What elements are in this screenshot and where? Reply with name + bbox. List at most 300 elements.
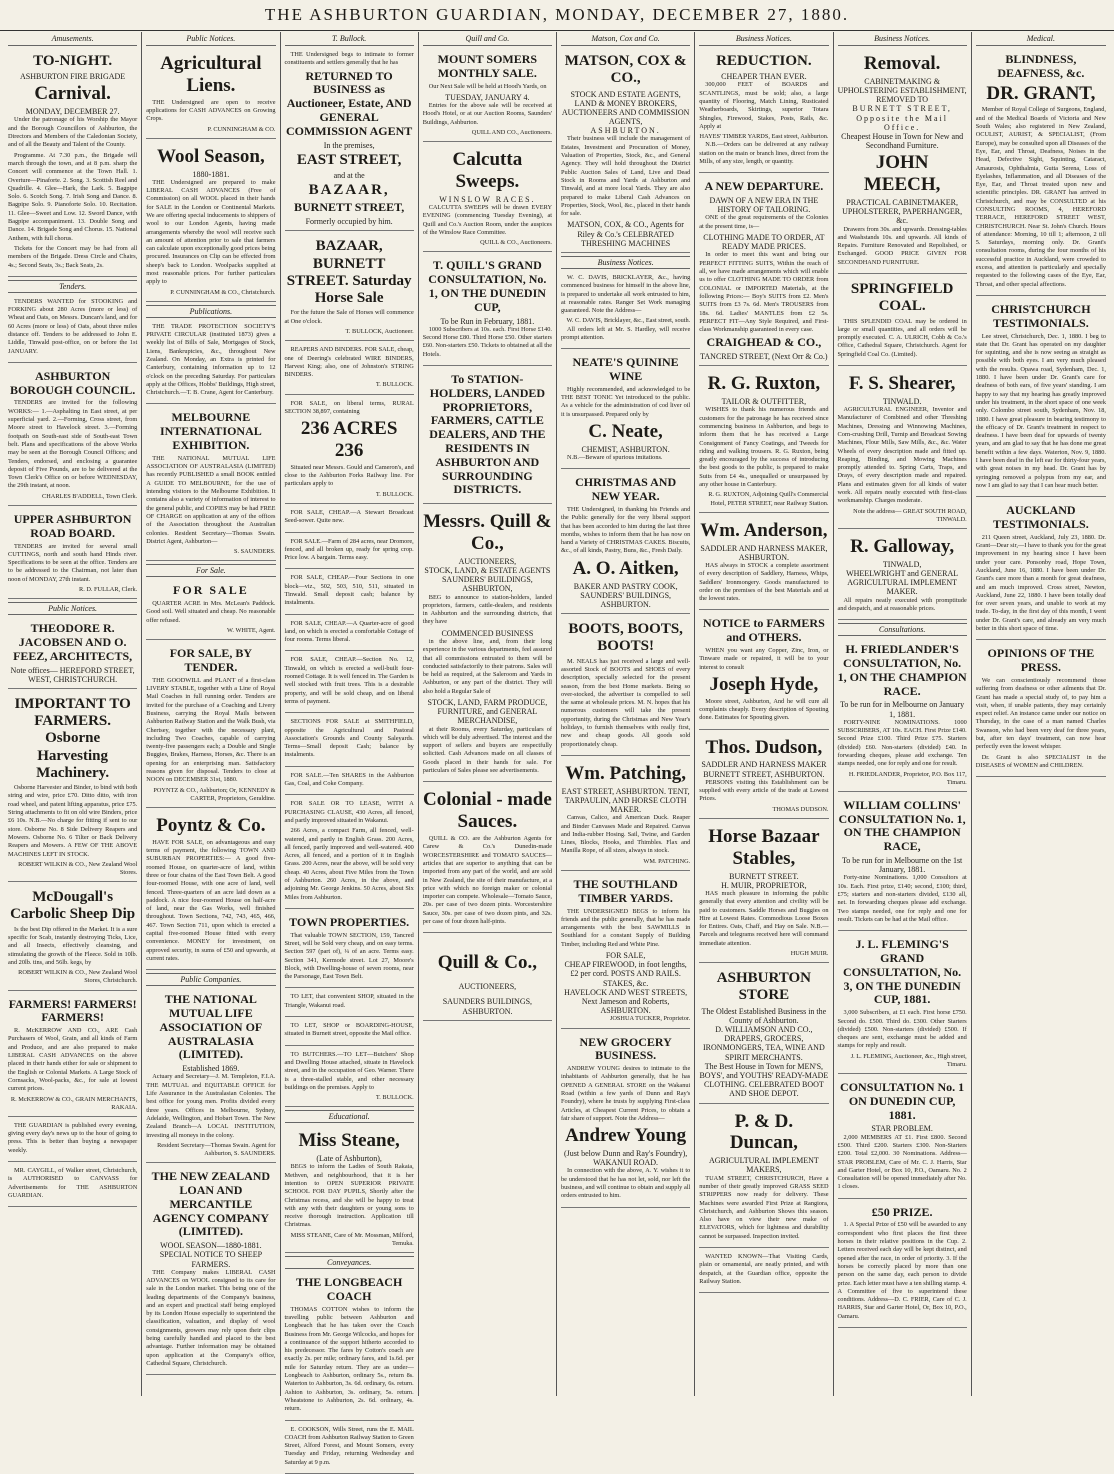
star-problem-ad [838,1077,967,1199]
ad-body: TO BUTCHERS.—TO LET—Butchers' Shop and Dwelling House attached, situate in Havelock street, and in the occupation of Geo. Warner. There is a three-stalled stable, and other necessary buildings on the premises. Apply to [284,1050,414,1091]
ad-body: FOR SALE.—Farm of 284 acres, near Dromore, fenced, and all broken up, ready for spring crop. Price low. A bargain. Terms easy. [284,537,414,562]
ad-heading: 236 ACRES 236 [300,418,398,461]
ad-signature: MATSON, COX, & CO., Agents for Riley & Co.'s CELEBRATED THRESHING MACHINES [567,220,684,248]
ad-heading: THE SOUTHLAND TIMBER YARDS. [573,876,678,905]
ad-signature: QUILL AND CO., Auctioneers. [471,128,552,136]
quill-co-ad [423,936,552,1020]
column-4 [419,32,557,1396]
ad-name: JOHN MEECH, [863,152,941,196]
removal-ad [838,49,967,274]
ad-address: BURNETT STREET, ASHBURTON. [703,769,825,779]
ad-heading: Colonial - made Sauces. [422,789,552,833]
ad-heading: FOR SALE [173,583,249,598]
ad-signature: H. FRIEDLANDER, Proprietor, P.O. Box 117, Timaru. [848,770,967,786]
ad-heading: TOWN PROPERTIES. [289,914,410,929]
ad-signature: J. L. FLEMING, Auctioneer, &c., High street, Timaru. [850,1052,967,1068]
auckland-testimonials [976,500,1106,640]
ad-signature: HUGH MUIR. [790,950,829,958]
ad-address: BURNETT STREET, Opposite the Mail Office. [852,104,952,132]
tailoring-ad [699,176,828,366]
ad-body: THE NATIONAL MUTUAL LIFE ASSOCIATION OF AUSTRALASIA (LIMITED) has recently PUBLISHED a small BOOK entitled A GUIDE TO MELBOURNE, for the use of intending visitors to the Melbourne Exhibition. It contains also a variety of information of interest to the general public, and COPIES may be had FREE OF CHARGE on application at any of the offices of the Association throughout the Australian colonies. Resident Secretary—Thomas Swain. District Agent, Ashburton— [146,454,276,545]
dudson-ad [699,733,828,819]
ad-subtitle: ASHBURTON. [462,1006,513,1016]
ad-heading: Wm. Patching, [565,762,687,784]
ad-body: AGRICULTURAL ENGINEER, Inventor and Manufacturer of Combined and other Threshing Machines, Dressing and Winnowing Machines, Corn-crushing Drill, Turnip and Broadcast Sowing Machines, Flour Mills, Saw Mills, &c., &c. Water Wheels of every description made and fitted up. Reaping, Binding, and Mowing Machines promptly attended to. Spring Carts, Traps, and Drays, of every description made and repaired. Plans and estimates given for all kinds of water work. All repairs neatly executed with first-class workmanship. Charges moderate. [837,406,967,505]
ruxton-ad [699,369,828,512]
ad-subtitle: CABINETMAKING & UPHOLSTERING ESTABLISHMENT, [837,76,967,96]
for-sale-ad [285,654,414,713]
ad-signature: CHARLES B'ADDELL, Town Clerk. [42,492,138,500]
ad-signature: MISS STEANE, Care of Mr. Mossman, Milford, Temuka. [290,1231,414,1247]
grocery-ad [561,1032,690,1208]
column-header: Amusements. [8,32,137,46]
ad-name: A. O. Aitken, [572,557,679,579]
ad-body: FOR SALE OR TO LEASE, WITH A PURCHASING CLAUSE, 430 Acres, all fenced, and partly improved situated in Wakanui. [284,800,414,824]
ad-heading: OPINIONS OF THE PRESS. [987,646,1095,675]
ad-body: MR. CAYGILL, of Walker street, Christchurch, is AUTHORISED to CANVASS for Advertisements for THE ASHBURTON GUARDIAN. [8,1167,138,1199]
miss-steane-ad [285,1126,414,1253]
dr-grant-ad [976,49,1106,296]
ad-body: 211 Queen street, Auckland, July 23, 1880. Dr. Grant—Dear sir,—I have to thank you for the great improvement in my hearing since I have been under your care. Ponsonby road, Hope Town, Auckland, June 16, 1880. I have been under Dr. Grant's care more than a month for great deafness, and am much improved. Cross street, Newton, Auckland, June 22, 1880. I have been totally deaf for over seven years, and unable to work at my trade. To-day, in the first day of this month, I went under Dr. Grant's care, and already am very much better in this short space of time. [975,533,1106,633]
column-header: Quill and Co. [423,32,552,46]
davis-bricklayer-ad [561,272,690,349]
ad-body: in the above line, and, from their long experience in the various departments, feel assured that all commissions entrusted to them will be conducted satisfactorily to their patrons. Sales will be held as required, at the Saleroom and Yards in Ashburton, or any part of the district. They will also hold a Regular Sale of [422,637,552,695]
calcutta-sweeps-ad [423,145,552,252]
ad-heading: BLINDNESS, DEAFNESS, &c. [997,52,1085,80]
melbourne-exhibition-ad [146,407,275,561]
mckerrow-ad [8,994,137,1117]
quill-auctioneers-ad [423,507,552,782]
ad-body: CALCUTTA SWEEPS will be drawn EVERY EVENING (commencing Tuesday Evening), at Quill and Co.'s Auction Room, under the auspices of the Winslow Race Committee. [422,204,552,236]
poyntz-ad [146,811,275,970]
ad-body: All orders left at Mr. S. Hardley, will receive prompt attention. [561,325,691,341]
ad-heading: FOR SALE, BY TENDER. [169,646,253,674]
ad-body: THE Undersigned begs to intimate to former constituents and settlers generally that he has [284,51,414,67]
ad-body: Entries for the above sale will be received at Hood's Hotel, or at our Auction Rooms, Saunders' Buildings, Ashburton. [422,102,552,126]
ad-body: Their business will include the management of Estates, Investment and Procuration of Money, Valuation of Properties, Stock, &c., and General Agency. They will hold throughout the District Public Auction Sales of Land, Live and Dead Stock in Rooms and Yards at Ashburton and Tinwald, and at more local Yards. They are also prepared to make Liberal Cash Advances on Properties, Stock, Wool, &c., placed in their hands for sale. [561,135,691,218]
ad-signature: Note the address— GREAT SOUTH ROAD, TINWALD. [853,507,967,523]
ad-subtitle: COMMENCED BUSINESS [441,628,534,638]
ad-date: MONDAY, DECEMBER 27. [25,107,120,117]
hyde-ad [699,613,828,729]
ad-signature: HAYES' TIMBER YARDS, East street, Ashburton. [699,133,829,141]
ad-subtitle: To be run for in Melbourne on the 1st January, 1881. [841,856,963,875]
ad-signature: T. BULLOCK. [375,1094,414,1102]
column-5 [557,32,695,1396]
ad-signature: R. G. RUXTON, Adjoining Quill's Commercial Hotel, PETER STREET, near Railway Station. [708,491,829,507]
ad-body: THE TRADE PROTECTION SOCIETY'S PRIVATE CIRCULAR (instituted 1873) gives a weekly list of Bills of Sale, Mortgages of Stock, Liens, Bankruptcies, &c., throughout New Zealand. On Monday, an Extra is printed for Canterbury, containing information up to 12 o'clock on the preceding Saturday. For particulars apply at the Offices, Hobbs' Buildings, High street, Christchurch.—T. B. Crane, Agent for Canterbury. [146,322,276,397]
ad-subtitle: WOOL SEASON—1880-1881. [160,1241,262,1251]
collins-consultation-ad [838,795,967,931]
horse-bazaar-ad [699,822,828,963]
ad-body: Forty-nine Nominations. 1,000 Consultors at 10s. Each. First prize, £140; second, £100; third, £75; starters and non-starters divided, £130 all, net. In forwarding cheques please add exchange. Two stamps needed, one for reply and one for result. Tickets can be had at the Mail office. [837,874,967,923]
press-opinions [976,643,1106,777]
ad-subtitle: STAR PROBLEM. [871,1124,933,1134]
timber-yards-ad [561,874,690,1029]
ad-name: D. WILLIAMSON AND CO., DRAPERS, GROCERS, IRONMONGERS, TEA, WINE AND SPIRIT MERCHANTS. [703,1025,825,1062]
ad-body: THE GUARDIAN is published every evening, giving every day's news up to the hour of going to press. This is better than buying a newspaper weekly. [8,1121,138,1154]
national-mutual-ad [146,989,275,1163]
column-7 [834,32,972,1396]
ad-body: FOR SALE, CHEAP.—A Stewart Broadcast Seed-sower. Quite new. [284,508,414,525]
ad-body: ANDREW YOUNG desires to intimate to the inhabitants of Ashburton generally, that he has OPENED A GENERAL STORE on the Wakanui Road (within a few yards of Dunn and Ray's Foundry), where he trusts by supplying First-class Articles, at Cheapest Current Prices, to obtain a fair share of support. Note the Address— [561,1065,691,1122]
ad-subtitle: Established 1869. [182,1064,240,1074]
ad-signature: W. WHITE, Agent. [227,627,276,634]
ad-body: Canvas, Calico, and American Duck. Reaper and Binder Canvases Made and Repaired. Canvas and India-rubber Hosing. Sail, Twine, and Garden Lines, Blocks, Hooks, and Thimbles. Flax and Manilla Rope, of all sizes, always in stock. [561,814,691,855]
section-heading: Educational. [285,1110,414,1123]
ad-subtitle: TINWALD, [882,559,922,569]
ad-name: Wm. Anderson, [700,519,828,541]
ad-heading: AUCKLAND TESTIMONIALS. [993,503,1089,531]
ad-body: SECTIONS FOR SALE at SMITHFIELD, opposite the Agricultural and Pastoral Association's Grounds and County Saleyards. Terms—Small deposit Cash; balance by instalments. [284,718,414,759]
ad-heading: FARMERS! FARMERS! FARMERS! [8,996,137,1025]
station-holders-ad [423,369,552,504]
lease-ad [285,798,414,909]
ad-subtitle: STOCK AND ESTATE AGENTS, LAND & MONEY BROKERS, AUCTIONEERS AND COMMISSION AGENTS, [561,89,690,127]
borough-council-ad [8,366,137,506]
ad-subtitle: (Late of Ashburton), [316,1154,382,1164]
quinine-wine-ad [561,352,690,469]
column-3 [281,32,419,1466]
ad-subtitle: H. MUIR, PROPRIETOR, [721,880,807,890]
ad-body: THE Undersigned, in thanking his Friends and the Public generally for the very liberal support that has been accorded to him during the last three months, wishes to inform them that he has now on hand a Variety of CHRISTMAS CAKES. Biscuits, &c., of all kinds, Pastry, Buns, &c., Fresh Daily. [561,505,691,555]
ad-body: TUAM STREET, CHRISTCHURCH, Have a number of their greatly improved GRASS SEED STRIPPERS now ready for delivery. These Machines were awarded First Prize at Rangiora, Christchurch, and Ashburton Shows this season. Also have on view their new make of ELEVATORS, which for lightness and durability cannot be surpassed. Inspection invited. [699,1174,829,1240]
ad-subtitle: REMOVED TO [876,95,929,105]
ad-body: W. C. DAVIS, BRICKLAYER, &c., having commenced business for himself in the above line, is prepared to undertake all work entrusted to him, at reasonable rates. Ranger Set Work managing guaranteed. Note the Address— [561,273,691,315]
ad-address: BURNETT STREET, [293,200,405,215]
ad-heading: Carnival. [34,83,111,105]
ad-body: BEGS to inform the Ladies of South Rakaia, Methven, and neighbourhood, that it is her intention to OPEN SUPERIOR PRIVATE SCHOOL FOR DAY PUPILS, Shortly after the Christmas recess, and she will be happy to treat with any with their daughters or young sons to receive thorough instruction. Application till Christmas. [284,1163,414,1229]
ad-subtitle: WHEELWRIGHT and GENERAL AGRICULTURAL IMPLEMENT MAKER. [846,569,959,597]
ad-heading: BAZAAR, [308,182,390,199]
ad-body: PERSONS visiting this Establishment can be supplied with every article of the trade at Lowest Prices. [699,778,829,803]
ad-name: Andrew Young [565,1125,687,1147]
ad-subtitle: STOCK, LAND, & ESTATE AGENTS [424,565,551,575]
ad-footer: Dr. Grant is also SPECIALIST in the DISEASES of WOMEN and CHILDREN. [975,753,1106,769]
ad-body: Member of Royal College of Surgeons, England, and of the Medical Boards of Victoria and New South Wales; also registered in New Zealand, OCULIST, AURIST, & SPECIALIST, (From Europe), may be consulted upon all Diseases of the Eye, Ear, and Throat, Deafness, Noises in the Head, Defective Sight, Squinting, Cataract, Amaurosis, Ophthalmia, Gutta Serena, Loss of Eyelashes, Inflammation, and all Diseases of the Eye, Ear, and Throat treated upon new and scientific principles. DR. GRANT has arrived in Christchurch, and may be CONSULTED at his CONSULTING ROOMS, 4, HEREFORD TERRACE, HEREFORD STREET WEST, CHRISTCHURCH. Near St. John's Church. Hours of attendance: Morning, 10 till 1; afternoon, 2 till 5. Saturdays, morning only. Dr. Grant's consultation rooms, during the four months of his successful practice in Auckland, were crowded to excess, and attention is particularly and specially requested to the following cases of the Eye, Ear, Throat, and other special affections. [975,106,1106,288]
for-sale-ad [285,536,414,570]
section-heading: Publications. [146,305,275,318]
ad-body: FOR SALE, CHEAP.—Section No. 12, Tinwald, on which is erected a well-built four-roomed Cottage. It is well fenced in. The Garden is well stocked with fruit trees. This is a desirable property, and will be sold cheap, and on liberal terms of payment. [284,656,414,705]
ad-body: REAPERS AND BINDERS. FOR SALE, cheap, one of Deering's celebrated WIRE BINDERS, Harvest King; also, one of Johnston's STRING BINDERS. [284,346,414,379]
ad-body: Lee street, Christchurch, Dec. 1, 1880. I beg to state that Dr. Grant has operated on my daughter for squinting, and she is now seeing as straight as possible with both eyes. I am very much pleased with the results. Opawa road, Sydenham, Dec. 1, 1880. I have been under Dr. Grant's care for deafness of both ears, of five years' standing. I am happy to say that my hearing has greatly improved under his treatment, in the short space of one week only. Colombo street south, Sydenham, Nov. 18, 1880. I have great pleasure in bearing testimony to the efficacy of Dr. Grant's treatment in respect to deafness. I have been deaf for upwards of twenty years, and am glad to say that he has done me great benefit within a few days. Waterton, Nov. 9, 1880. I have been deaf in the left ear for thirty-four years, with great noises in my head. Dr. Grant has by syringing removed a polypus from my ear, and now I am glad to say that I can hear much better. [975,332,1106,489]
ad-signature: R. D. FULLAR, Clerk. [79,586,138,593]
ad-heading: THE NATIONAL MUTUAL LIFE ASSOCIATION OF AUSTRALASIA (LIMITED). [159,992,263,1062]
ad-title: TO-NIGHT. [33,53,113,69]
ad-signature: WM. PATCHING. [643,857,691,865]
column-2 [142,32,280,1396]
sheep-dip-ad [8,885,137,990]
ad-name: F. S. Shearer, [848,373,956,395]
ad-subtitle: CHEMIST, ASHBURTON. [581,444,670,454]
osborne-machinery-ad [8,692,137,882]
ad-name: DR. GRANT, [986,82,1096,104]
ad-footer: Tickets for the Concert may be had from all members of the Brigade. Dress Circle and Chairs, 4s.; Second Seats, 3s.; Back Seats, 2s. [8,244,138,269]
ad-subtitle: SADDLER AND HARNESS MAKER [701,760,827,770]
ad-subtitle: FOR SALE, [605,951,646,961]
ad-subtitle: CHEAPER THAN EVER. [721,72,807,82]
ad-body: THE GOODWILL and PLANT of a first-class LIVERY STABLE, together with a Line of Royal Mail Coaches in full running order. Tenders are invited for the purchase of a Coaching and Livery Business, carrying the Royal Mails between Ashburton Railway Station and the Walk Bush, via Chertsey, together with the necessary plant, including Two Coaches, capable of carrying twenty-five passengers each; a Double and Single Buggies, Brakes, Harness, Horses, &c. There is an opening for an enterprising man. Satisfactory reasons given for disposal. Tenders to close at NOON on DECEMBER 31st, 1880. [146,676,276,784]
ad-subtitle: (Just below Dunn and Ray's Foundry), WAKANUI ROAD. [564,1149,688,1168]
livery-stable-ad [146,643,275,808]
ad-body: TENDERS are invited for several small CUTTINGS, north and south hand Hinds river. Specifications to be seen at the office. Tenders are to be addressed to the Chairman, not later than noon of MONDAY, 27th instant. [8,542,138,583]
ad-signature: JOSHUA TUCKER, Proprietor. [609,1015,691,1023]
trade-protection-ad [146,321,275,405]
for-sale-ad [285,618,414,652]
page-columns [4,32,1110,1466]
ad-body: 1. A Special Prize of £50 will be awarded to any correspondent who first places the first three horses in their relative positions in the Cup. 2. Letters received each day will be kept distinct, and opened after the race, in order of priority. 3. If the horses be correctly placed by more than one person on the same day, each person to divide prize. Each letter must have a ten shilling stamp. 4. A Committee of five to superintend these conditions. Address—D. C. FRIER, Care of C. J. HARRIS, Star and Garter Hotel, Or, Box 10, P.O., Oamaru. [837,1221,967,1320]
ad-heading: THEODORE R. JACOBSEN AND O. FEEZ, ARCHITECTS, [13,621,133,663]
ad-body: HAVE FOR SALE, on advantageous and easy terms of payment, the following TOWN AND SUBURBAN PROPERTIES:— A good five-roomed House, on quarter-acre of land, within three or four chains of the East Town Belt. A good four-roomed House, with one acre of land, well fenced. Three-quarters of an acre laid down as a paddock. A nice four-roomed House on half-acre of land, near the Gas Works, well finished throughout. Town Sections, 742, 743, 465, 466, 467. Town Section 711, upon which is erected a capital five-roomed House fitted with every convenience. MONEY for investment, on approved security, in sums of £50 and upwards, at current rates. [146,838,276,962]
ad-subtitle: AUCTIONEERS, [458,982,517,992]
ad-signature: THOMAS DUDSON. [772,805,829,813]
ad-body: FOR SALE.—Ten SHARES in the Ashburton Gas, Coal, and Coke Company. [284,771,414,788]
section-heading: Public Notices. [8,602,137,615]
ad-body: In connection with the above, A. Y. wishes it to be understood that he has not let, sold, nor left the business, and will continue to obtain and supply all orders entrusted to him. [561,1167,691,1200]
ad-heading: BAZAAR, BURNETT STREET. Saturday Horse Sale [286,238,412,307]
quill-consultation-ad [423,255,552,366]
ad-heading: MATSON, COX & CO., [564,53,687,87]
ad-body: All repairs neatly executed with promptitude and despatch, and at reasonable prices. [837,596,967,612]
ad-heading: T. QUILL'S GRAND CONSULTATION, No. 1, ON THE DUNEDIN CUP, [428,258,547,314]
ad-heading: NEATE'S QUININE WINE [572,355,679,384]
agricultural-liens-ad [146,49,275,139]
ad-heading: IMPORTANT TO FARMERS. Osborne Harvesting Machinery. [14,695,131,781]
ad-subtitle: BURNETT STREET. [729,871,799,881]
ad-heading: Quill & Co., [437,952,537,974]
section-heading: Public Companies. [146,973,275,986]
ad-body: Under the patronage of his Worship the Mayor and the Borough Councillors of Ashburton, the Directors and Members of the Caledonian Society, and of all the Beauty and Talent of the County. [8,116,138,149]
ad-body: THE Undersigned are open to receive applications for CASH ADVANCES on Growing Crops. [146,98,276,123]
ad-body: QUARTER ACRE in Mrs. McLean's Paddock. Good soil. Well situated and cheap. No reasonable offer refused. [146,600,276,624]
ad-name: Thos. Dudson, [705,736,823,758]
ad-body: WISHES to thank his numerous friends and customers for the patronage he has received since commencing business in Ashburton, and begs to inform them that he has received a Large Consignment of Fancy Coatings, and Tweeds for riding and walking trousers. R. G. Ruxton, being greatly encouraged by the success of introducing the best goods to the public, is prepared to make Suits from £4 4s., unequalled or unsurpassed by any other house in Canterbury. [699,406,829,489]
ad-body: THE Undersigned are prepared to make LIBERAL CASH ADVANCES (Free of Commission) on all WOOL placed in their hands for SALE in the London or Continental Markets. We are offering special inducements to shippers of wool to our London Agents, having made arrangements whereby the wool will receive such an amount of attention prior to sale that farmers can calculate upon exceptionally good prices being procured. Insurances on Clip can be effected from sheep's back to London. Woolpacks supplied at most reasonable prices. For further particulars apply to [146,178,276,286]
ad-heading: NEW GROCERY BUSINESS. [579,1034,672,1063]
column-1 [4,32,142,1396]
ad-subtitle: ASHBURTON. [590,126,661,136]
ad-date: TUESDAY, JANUARY 4. [445,92,530,102]
visiting-cards-ad [699,1251,828,1293]
ad-heading: H. FRIEDLANDER'S CONSULTATION, No. 1, ON THE CHAMPION RACE. [837,642,967,698]
column-header: Business Notices. [838,32,967,46]
ad-subtitle: CLOTHING MADE TO ORDER, AT READY MADE PRICES. [703,233,825,252]
ad-body: THOMAS COTTON wishes to inform the travelling public between Ashburton and Longbeach that he has taken over the Coach Business from Mr. George Wilcocks, and hopes for a continuance of the support hitherto accorded to his predecessor. The fares by Cotton's coach are exactly 2s. per mile; ordinary fares, and 1s.6d. per mile for Saturday return. They are as under— Longbeach to Ashburton, ordinary 5s., return 8s. Waterton to Ashburton, 3s. 6d. ordinary, 6s. return. Ashton to Ashburton, 3s. ordinary, 5s. return. Wheatstone to Ashburton, 2s. 6d. ordinary, 4s. return. [284,1305,414,1413]
ad-subtitle: ASHBURTON FIRE BRIGADE [20,72,126,82]
ad-name: C. Neate, [588,421,663,442]
ad-list: STOCK, LAND, FARM PRODUCE, FURNITURE, and GENERAL MERCHANDISE, [427,698,548,726]
ad-body: WANTED KNOWN—That Visiting Cards, plain or ornamental, are neatly printed, and with despatch, at the Guardian office, opposite the Railway Station. [699,1253,829,1285]
ad-body: TENDERS are invited for the following WORKS:— 1.—Asphalting in East street, at per superficial yard. 2.—Forming, Cross street, from Moore street to Havelock street. 3.—Forming footpath on South-east side of South-east Town belt. Plans and specifications of the above Works may be seen at the Borough Council Offices; and Tenders, endorsed, and enclosing a guarantee deposit of Five Pounds, are to be delivered at the Town Clerk's Office on or before WEDNESDAY, the 29th instant, at noon. [8,399,138,490]
ad-subtitle: SAUNDERS' BUILDINGS, [441,575,533,585]
for-sale-ad [285,507,414,533]
ad-signature: T. BULLOCK. [375,490,414,498]
ad-heading: REDUCTION. [716,53,812,69]
ad-body: 300,000 FEET of BOARDS and SCANTLINGS, must be sold; also, a large quantity of Flooring, Match Lining, Rusticated Weatherboards, Skirtings, superior Totara Shingles, Firewood, Stakes, Posts, Rails, &c. Apply at [699,81,829,130]
ad-heading: NOTICE to FARMERS and OTHERS. [702,616,825,645]
binders-ad [285,344,414,394]
ad-body: Osborne Harvester and Binder, to bind with both string and wire, price £70. Ditto ditto, with iron road wheel, and patent lifting apparatus, price £75. String attachments to fit on old wire Binders, price £6 10s. N.B.—No charge for fitting if sent to our store. Osborne No. 8 Side Delivery Reapers and Mowers. Osborne No. 6 Tilter or Back Delivery Reapers and Mowers. A FEW OF THE ABOVE MACHINES LEFT IN STOCK. [8,784,138,858]
ad-body: TO LET, that convenient SHOP, situated in the Triangle, Wakanui road. [284,993,414,1009]
ad-heading: McDougall's Carbolic Sheep Dip [10,889,136,923]
tender-ad [8,296,137,363]
ad-body: THE UNDERSIGNED BEGS to inform his friends and the public generally, that he has made arrangements with the best SAWMILLS in Southland for a constant Supply of Building Timber, including Red and White Pine. [561,907,691,948]
rural-section-ad [285,398,414,504]
ad-heading: MELBOURNE INTERNATIONAL EXHIBITION. [159,410,262,453]
ad-name: CRAIGHEAD & CO., [706,335,822,350]
to-let-ad [285,1020,414,1046]
ad-body: BEG to announce to station-holders, landed proprietors, farmers, cattle-dealers, and residents in Ashburton and the surrounding districts, that they have [422,593,552,626]
ad-heading: BOOTS, BOOTS, BOOTS! [568,621,683,655]
column-header: Medical. [976,32,1106,46]
ad-heading: CONSULTATION No. 1 ON DUNEDIN CUP, 1881. [840,1080,965,1122]
ad-subtitle: SAUNDERS BUILDINGS, [442,997,533,1007]
column-header: Public Notices. [146,32,275,46]
section-heading: Conveyances. [285,1256,414,1269]
ad-subtitle: TINWALD. [882,396,922,406]
column-header: Business Notices. [699,32,828,46]
ad-body: We can conscientiously recommend those suffering from deafness or other ailments that Dr. Grant has made a special study of, to pay him a visit, when, if unable patients, they may certainly expect relief. An instance came under our notice on Thursday, in the case of a man named Charles Swanson, who had been very deaf for three years, but, after ten days' treatment, can now hear perfectly even the lowest whisper. [975,676,1106,751]
guardian-notice [8,1120,137,1162]
ad-subtitle: 1880-1881. [192,169,230,179]
ad-subtitle: AGRICULTURAL IMPLEMENT MAKERS, [708,1156,819,1175]
ad-body: M. NEALS has just received a large and well-assorted Stock of BOOTS and SHOES of every description, specially selected for the present season, from the best Home markets. Being so over-stocked, the advertiser is compelled to sell the same at wholesale prices. M. N. hopes that his numerous customers will take the present opportunity, during the Christmas and New Year's holidays, to furnish themselves with really first, new and cheap goods. All goods sold proportionately cheap. [561,657,691,748]
ad-heading: CHRISTMAS AND NEW YEAR. [575,475,677,504]
to-let-ad [285,991,414,1017]
ad-body: Moore street, Ashburton, And he will cure all complaints cheaply. Every description of Spouting done. Estimates for Spouting given. [699,697,829,722]
ad-address: TANCRED STREET, (Next Orr & Co.) [700,352,828,362]
ad-subtitle: The Oldest Established Business in the County of Ashburton. [701,1006,827,1025]
ad-heading: Poyntz & Co. [156,814,266,836]
ad-body: Highly recommended, and acknowledged to be THE BEST TONIC Yet introduced to the public. As a vehicle for the administration of cod liver oil it is unsurpassed. Prepared only by [561,385,691,418]
ad-body: R. McKERROW AND CO., ARE Cash Purchasers of Wool, Grain, and all kinds of Farm and Produce, and are also prepared to make LIBERAL CASH ADVANCES on the above placed in their hands either for sale or shipment to the English or Colonial Markets. A Large Stock of Cornsacks, Wool-packs, &c., for sale at lowest current prices. [8,1027,138,1093]
ad-body: TO LET, SHOP or BOARDING-HOUSE, situated in Burnett street, opposite the Mail office. [284,1022,414,1038]
ad-heading: £50 PRIZE. [871,1204,933,1219]
horse-sale-ad [285,234,414,341]
ad-body: 1000 Subscribers at 10s. each. First Horse £140. Second Horse £80. Third Horse £50. Other starters £60. Non-starters £50. Tickets to obtained at all the Hotels. [422,325,552,358]
ad-subtitle: and at the [333,171,365,181]
ad-body: FOR SALE, on liberal terms, RURAL SECTION 38,897, containing [284,399,414,415]
christchurch-testimonials [976,299,1106,497]
duncan-ad [699,1107,828,1248]
galloway-ad [838,532,967,620]
ad-heading: RETURNED TO BUSINESS as Auctioneer, Estate, AND GENERAL COMMISSION AGENT [285,68,413,138]
ad-subtitle: DAWN OF A NEW ERA IN THE HISTORY OF TAILORING. [709,196,819,215]
ad-heading: J. L. FLEMING'S GRAND CONSULTATION, No. 3, ON THE DUNEDIN CUP, 1881. [843,937,962,1007]
ad-body: THIS SPLENDID COAL may be ordered in large or small quantities, and all orders will be promptly executed. C. A. ULRICH, Cobb & Co.'s Office, Cathedral Square, Christchurch. Agent for Springfield Coal Co. (Limited). [837,317,967,358]
ad-heading: ASHBURTON STORE [716,970,811,1004]
sauces-ad [423,785,552,933]
ad-subtitle: To be Run in February, 1881. [440,316,535,326]
patching-ad [561,759,690,871]
ad-heading: ASHBURTON BOROUGH COUNCIL. [9,368,136,397]
ad-list: 266 Acres, a compact Farm, all fenced, well-watered, and partly in English Grass. 200 Acres, all fenced, partly improved and well-watered. 400 Acres, all fenced, and a portion of it in English Grass. 200 Acres, near the above, will be sold very cheap. 40 Acres, about Five Miles from the Town of Ashburton. 260 Acres, in the above, and adjoining Mr. George Jenkins. 50 Acres, about Six Miles from Ashburton. [284,827,414,901]
ad-subtitle: Formerly occupied by him. [305,217,393,227]
ad-programme: Programme. At 7.30 p.m., the Brigade will march through the town, and at 8 p.m. sharp the Concert will commence at the Town Hall. 1. Overture—Pinaforte. 2. Song. 3. Scottish Reel and Quadrille. 4. Glee—Hark, the Lark. 5. Bagpipe Solo. 6. Scotch Song. 7. Irish Song and Dance. 8. Bagpipe Solo. 9. Pianoforte Solo. 10. Recitation. 11. Glee—Sweet and Low. 12. Sword Dance, with Bagpipe accompaniment. 13. Double Song and Dance. 14. Brigade Song and Chorus. 15. National Anthem, with full chorus. [8,151,138,242]
ad-name: Joseph Hyde, [709,673,819,695]
ad-subtitle: SPECIAL NOTICE TO SHEEP FARMERS. [159,1250,263,1269]
ad-body: ONE of the great requirements of the Colonies at the present time, is— [699,214,829,230]
section-heading: For Sale. [146,564,275,577]
christmas-ad [561,472,690,614]
ad-signature: S. SAUNDERS. [234,548,276,556]
longbeach-coach-ad [285,1272,414,1420]
ad-signature: Resident Secretary—Thomas Swain. Agent for Ashburton, S. SAUNDERS. [157,1141,276,1157]
column-header: Matson, Cox and Co. [561,32,690,46]
masthead: THE ASHBURTON GUARDIAN, MONDAY, DECEMBER 27, 1880. [0,0,1114,31]
ad-body: Note offices— HEREFORD STREET, WEST, CHRISTCHURCH. [10,665,135,684]
mail-coach-ad [285,1424,414,1474]
ad-body: Our Next Sale will be held at Hood's Yards, on [428,82,547,90]
ad-body: WHEN you want any Copper, Zinc, Iron, or Tinware made or repaired, it will be to your interest to consult [699,647,829,671]
ad-body: at their Rooms, every Saturday, particulars of which will be duly advertised. The interest and the support of sellers and buyers are respectfully solicited. Cash Advances made on all classes of Goods placed in their hands for sale. For particulars of Sales please see advertisements. [422,725,552,775]
ad-body: That valuable TOWN SECTION, 159, Tancred Street, will be Sold very cheap, and on easy terms. Section 597 (part of), ¼ of an acre. Terms easy. Section 341, Kermode street. Lot 27, Moore's Block, with Dwelling-house of seven rooms, near the Parsonage, East Town Belt. [284,931,414,981]
ad-note: N.B.—Beware of spurious imitations. [567,454,663,462]
ad-signature: T. BULLOCK. [375,381,414,389]
section-heading: Tenders. [8,280,137,293]
ad-heading: WILLIAM COLLINS' CONSULTATION No. 1, ON THE CHAMPION RACE, [838,797,966,854]
ad-body: Drawers from 30s. and upwards. Dressing-tables and Washstands 10s. and upwards. All kinds of Repairs. Furniture Renovated and Repolished, or Exchanged. GOOD PRICE GIVEN FOR SECONDHAND FURNITURE. [837,225,967,266]
ad-heading: SPRINGFIELD COAL. [850,281,954,315]
ad-heading: A NEW DEPARTURE. [704,179,824,194]
ad-name: R. G. Ruxton, [707,373,821,395]
ad-body: Cheapest House in Town for New and Secondhand Furniture. [841,131,964,151]
ad-heading: Miss Steane, [298,1130,400,1152]
ad-name: P. & D. Duncan, [729,1110,798,1154]
ad-subtitle: To be run for in Melbourne on January 1, 1881. [840,700,965,719]
ad-signature: POYNTZ & CO., Ashburton; Or, KENNEDY & CARTER, Proprietors, Geraldine. [153,786,276,802]
ad-signature: P. CUNNINGHAM & CO. [207,125,276,133]
ad-body: QUILL & CO. are the Ashburton Agents for Carew & Co.'s Dunedin-made WORCESTERSHIRE and TOMATO SAUCES—articles that are superior to anything that can be imported from any part of the world, and are sold in New Zealand, the site of their manufacture, at a price with which no foreign maker or colonial importer can compete. Wholesale—Tomato Sauce, 20s. per case of two dozen pints. Worcestershire Sauce, 30s. per case of two dozen pints, and 32s. per case of four dozen half-pints. [422,835,552,925]
bullock-returned-ad [285,49,414,231]
ad-body: TENDERS WANTED for STOOKING and FORKING about 280 Acres (more or less) of Wheat and Oats, on Messrs. Duncan's land, and for 60 Acres (more or less) of Oats, about three miles distance off. Tenders to be addressed to John E. Liddle, Tinwald post-office, on or before the 1st JANUARY. [8,297,138,355]
butchers-ad [285,1049,414,1108]
ad-body: For the future the Sale of Horses will commence at One o'clock. [284,309,414,325]
ad-subtitle: EAST STREET, ASHBURTON. TENT, TARPAULIN, AND HORSE CLOTH MAKER. [561,786,690,815]
ad-heading: MOUNT SOMERS MONTHLY SALE. [437,52,538,80]
road-board-ad [8,509,137,599]
town-properties-ad [285,912,414,989]
ad-note: N.B.—Orders can be delivered at any railway station on the main or branch lines, direct from the Mills, of any size, length, or quantity. [699,141,829,165]
boots-ad [561,617,690,756]
ad-heading: Removal. [863,53,941,74]
ad-heading: Horse Bazaar Stables, [708,825,820,869]
ad-body: HAS always in STOCK a complete assortment of every description of Saddlery, Harness, Whips, Saddlers' Ironmongery. Goods manufactured to order on the premises of the best Materials and at the lowest rates. [699,561,829,603]
ad-heading: Messrs. Quill & Co., [423,511,552,554]
section-heading: Consultations. [838,623,967,636]
reduction-ad [699,49,828,173]
ad-body: HAS much pleasure in informing the public generally that every attention and civility will be paid to customers. Saddle Horses and Buggies on Hire at Lowest Rates. Commodious Loose Boxes for Entires. Oats, Chaff, and Hay on Sale. N.B.—Parcels and telegrams received here will command immediate attention. [699,889,829,947]
ad-signature: ROBERT WILKIN & CO., New Zealand Wool Stores. [18,860,138,877]
ad-body: Actuary and Secretary—J. M. Templeton, F.I.A. THE MUTUAL and EQUITABLE OFFICE for Life Assurance in the Australasian Colonies. The best office for young men. Profits divided every three years. Offices in Melbourne, Sydney, Adelaide, Wellington, and Hobart Town. The New Zealand Branch—A LOCAL INSTITUTION, investing all moneys in the colony. [146,1073,276,1139]
column-8 [972,32,1110,1396]
ad-body: In order to meet this want and bring our PERFECT FITTING SUITS, Within the reach of all, we have made arrangements which will enable us to offer CLOTHING MADE TO ORDER from COLONIAL or IMPORTED Materials, at the following Prices:— Boy's SUITS from £2. Men's SUITS from £3 7s. 6d. Men's TROUSERS from 18s. 6d. Ladies' MANTLES from £2 5s. PERFECT FIT—Any Style Required, and First-class Workmanship guaranteed in every case. [699,251,829,334]
ashburton-store-ad [699,966,828,1103]
prize-ad [838,1202,967,1328]
matson-cox-ad [561,49,690,253]
ad-subtitle: WINSLOW RACES. [439,194,536,204]
ad-subtitle: BAKER AND PASTRY COOK, SAUNDERS' BUILDINGS, ASHBURTON. [573,581,678,609]
column-header: T. Bullock. [285,32,414,46]
springfield-coal-ad [838,277,967,366]
ad-body: E. COOKSON, Wills Street, runs the E. MAIL COACH from Ashburton Railway Station to Green Street, Alford Forest, and Mount Somers, every Tuesday and Friday, returning Wednesday and Saturday at 9 p.m. [284,1425,414,1466]
ad-address: EAST STREET, [296,151,402,168]
ad-signature: R. McKERROW & CO., GRAIN MERCHANTS, RAKAIA. [10,1095,138,1111]
ad-body: FOR SALE, CHEAP.—Four Sections in one block—viz., 502, 503, 510, 511, situated in Tinwald. Small deposit cash; balance by instalments. [284,574,414,607]
architects-ad [8,618,137,689]
ad-heading: THE LONGBEACH COACH [295,1275,403,1303]
shares-ad [285,770,414,796]
